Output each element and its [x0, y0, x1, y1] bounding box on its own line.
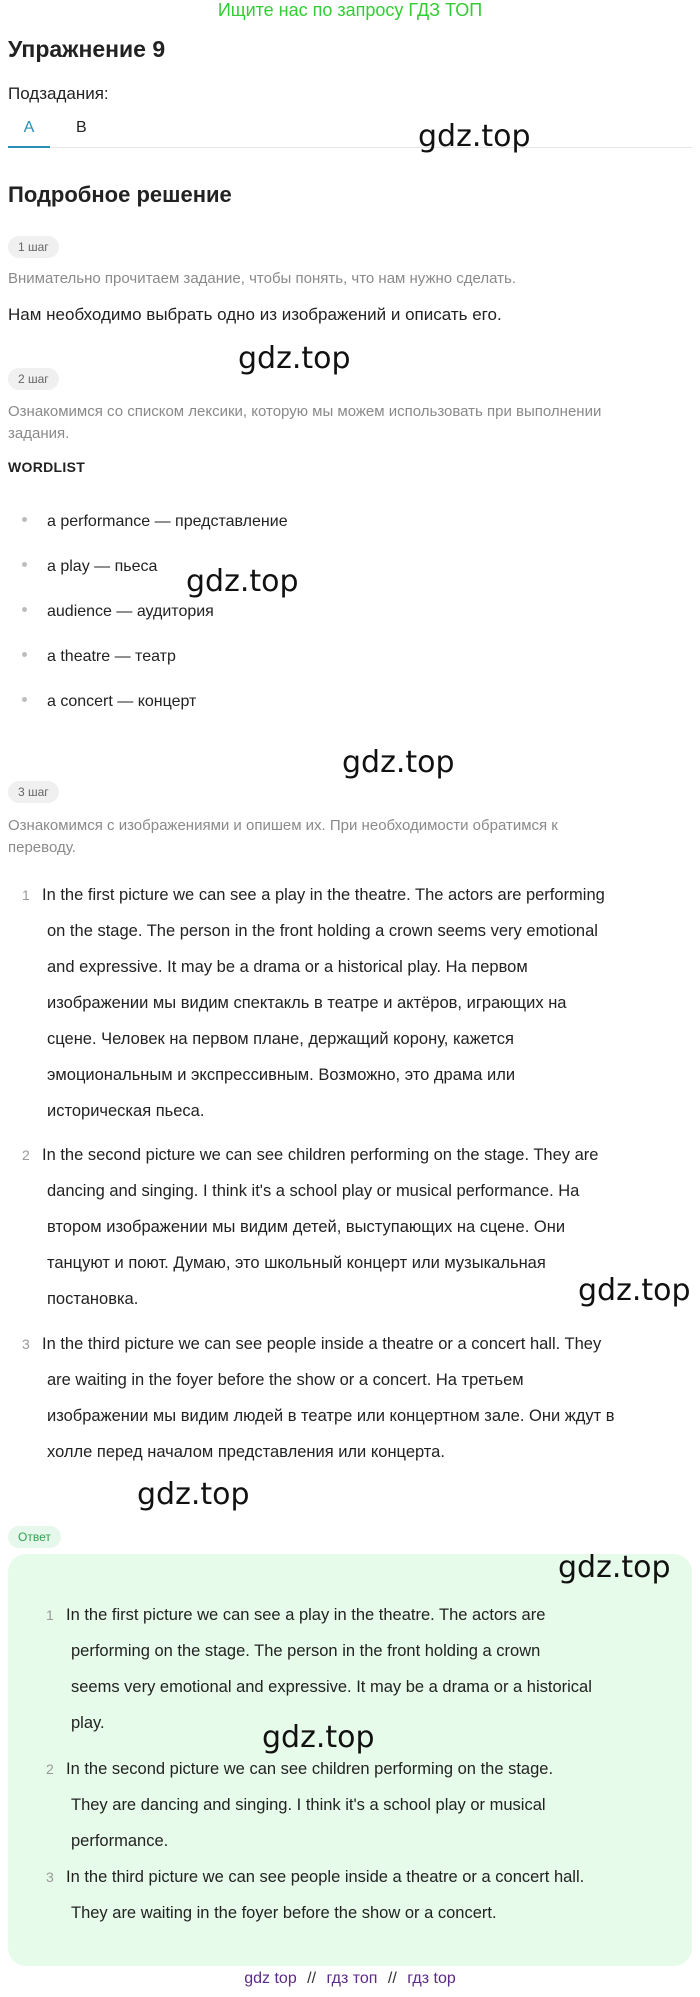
list-item-line: холле перед началом представления или концерта. [47, 1443, 445, 1461]
list-item-line: In the third picture we can see people inside a theatre or a concert hall. They [42, 1335, 602, 1353]
page-title: Упражнение 9 [8, 36, 166, 62]
wordlist-title: WORDLIST [8, 459, 86, 475]
list-item-line: In the second picture we can see children performing on the stage. They are [42, 1146, 599, 1164]
wordlist-item-text: a performance — представление [47, 513, 288, 530]
search-banner: Ищите нас по запросу ГДЗ ТОП [217, 0, 483, 20]
list-item-line: изображении мы видим людей в театре или концертном зале. Они ждут в [47, 1407, 615, 1425]
step-badge-2: 2 шаг [8, 368, 59, 390]
list-item-line: изображении мы видим спектакль в театре и актёров, играющих на [47, 994, 567, 1012]
watermark-text: gdz.top [137, 1477, 250, 1512]
footer-separator: // [387, 1970, 397, 1987]
list-item-line: постановка. [47, 1290, 139, 1308]
watermark-text: gdz.top [558, 1550, 671, 1585]
answer-item-line: In the third picture we can see people inside a theatre or a concert hall. [66, 1868, 585, 1886]
answer-item-number: 1 [46, 1607, 54, 1623]
answer-item-line: In the second picture we can see children performing on the stage. [66, 1760, 554, 1778]
list-item [22, 877, 692, 1129]
wordlist-item-text: a theatre — театр [47, 648, 176, 665]
list-item-line: сцене. Человек на первом плане, держащий корону, кажется [47, 1030, 514, 1048]
watermark-text: gdz.top [578, 1273, 691, 1308]
step-badge-3: 3 шаг [8, 781, 59, 803]
step-2-hint-line2: задания. [8, 425, 70, 442]
list-item [22, 1326, 692, 1470]
step-1-text: Нам необходимо выбрать одно из изображений и описать его. [8, 305, 502, 324]
wordlist-item [22, 693, 196, 711]
answer-item [46, 1751, 666, 1859]
step-3-hint-line2: переводу. [8, 839, 76, 856]
list-item-line: историческая пьеса. [47, 1102, 205, 1120]
bullet-icon [22, 517, 27, 522]
wordlist-item [22, 648, 176, 666]
tab-a[interactable]: A [8, 116, 50, 148]
answer-item-line: performing on the stage. The person in the front holding a crown [71, 1642, 541, 1660]
footer-link[interactable]: gdz top [244, 1970, 297, 1987]
watermark-text: gdz.top [238, 341, 351, 376]
tab-b[interactable]: B [76, 119, 87, 136]
wordlist-item [22, 513, 288, 531]
bullet-icon [22, 607, 27, 612]
list-item-line: втором изображении мы видим детей, выступающих на сцене. Они [47, 1218, 566, 1236]
answer-item-line: In the first picture we can see a play in the theatre. The actors are [66, 1606, 546, 1624]
wordlist-item-text: a concert — концерт [47, 693, 197, 710]
wordlist-item-text: audience — аудитория [47, 603, 214, 620]
wordlist-item [22, 558, 157, 576]
answer-badge: Ответ [8, 1526, 61, 1548]
wordlist-item [22, 603, 214, 621]
step-1-hint: Внимательно прочитаем задание, чтобы понять, что нам нужно сделать. [8, 270, 517, 287]
footer-link[interactable]: гдз топ [326, 1970, 378, 1987]
list-item-line: and expressive. It may be a drama or a historical play. На первом [47, 958, 528, 976]
list-item-line: are waiting in the foyer before the show or a concert. На третьем [47, 1371, 524, 1389]
solution-title: Подробное решение [8, 182, 232, 207]
answer-item-number: 2 [46, 1761, 54, 1777]
answer-item-line: seems very emotional and expressive. It may be a drama or a historical [71, 1678, 592, 1696]
list-item-line: on the stage. The person in the front holding a crown seems very emotional [47, 922, 598, 940]
wordlist-item-text: a play — пьеса [47, 558, 158, 575]
list-item-line: dancing and singing. I think it's a school play or musical performance. На [47, 1182, 580, 1200]
answer-item-line: play. [71, 1714, 105, 1732]
step-badge-1: 1 шаг [8, 236, 59, 258]
list-item-line: танцуют и поют. Думаю, это школьный концерт или музыкальная [47, 1254, 546, 1272]
subtask-tabs [8, 112, 692, 148]
answer-item-line: They are waiting in the foyer before the show or a concert. [71, 1904, 497, 1922]
watermark-text: gdz.top [342, 745, 455, 780]
watermark-text: gdz.top [186, 564, 299, 599]
list-item-number: 3 [22, 1336, 30, 1352]
step-2-hint-line1: Ознакомимся со списком лексики, которую мы можем использовать при выполнении [8, 403, 602, 420]
bullet-icon [22, 697, 27, 702]
footer-links [0, 1970, 700, 1988]
bullet-icon [22, 652, 27, 657]
answer-item-number: 3 [46, 1869, 54, 1885]
step-3-hint-line1: Ознакомимся с изображениями и опишем их. При необходимости обратимся к [8, 817, 558, 834]
list-item-number: 2 [22, 1147, 30, 1163]
answer-item-line: They are dancing and singing. I think it's a school play or musical [71, 1796, 546, 1814]
list-item-number: 1 [22, 887, 30, 903]
watermark-text: gdz.top [418, 119, 531, 154]
footer-link[interactable]: гдз top [407, 1970, 456, 1987]
list-item-line: In the first picture we can see a play in the theatre. The actors are performing [42, 886, 605, 904]
answer-item-line: performance. [71, 1832, 169, 1850]
answer-item [46, 1859, 666, 1931]
list-item-line: эмоциональным и экспрессивным. Возможно, это драма или [47, 1066, 516, 1084]
watermark-text: gdz.top [262, 1720, 375, 1755]
subtasks-label: Подзадания: [8, 84, 109, 103]
bullet-icon [22, 562, 27, 567]
footer-separator: // [307, 1970, 317, 1987]
